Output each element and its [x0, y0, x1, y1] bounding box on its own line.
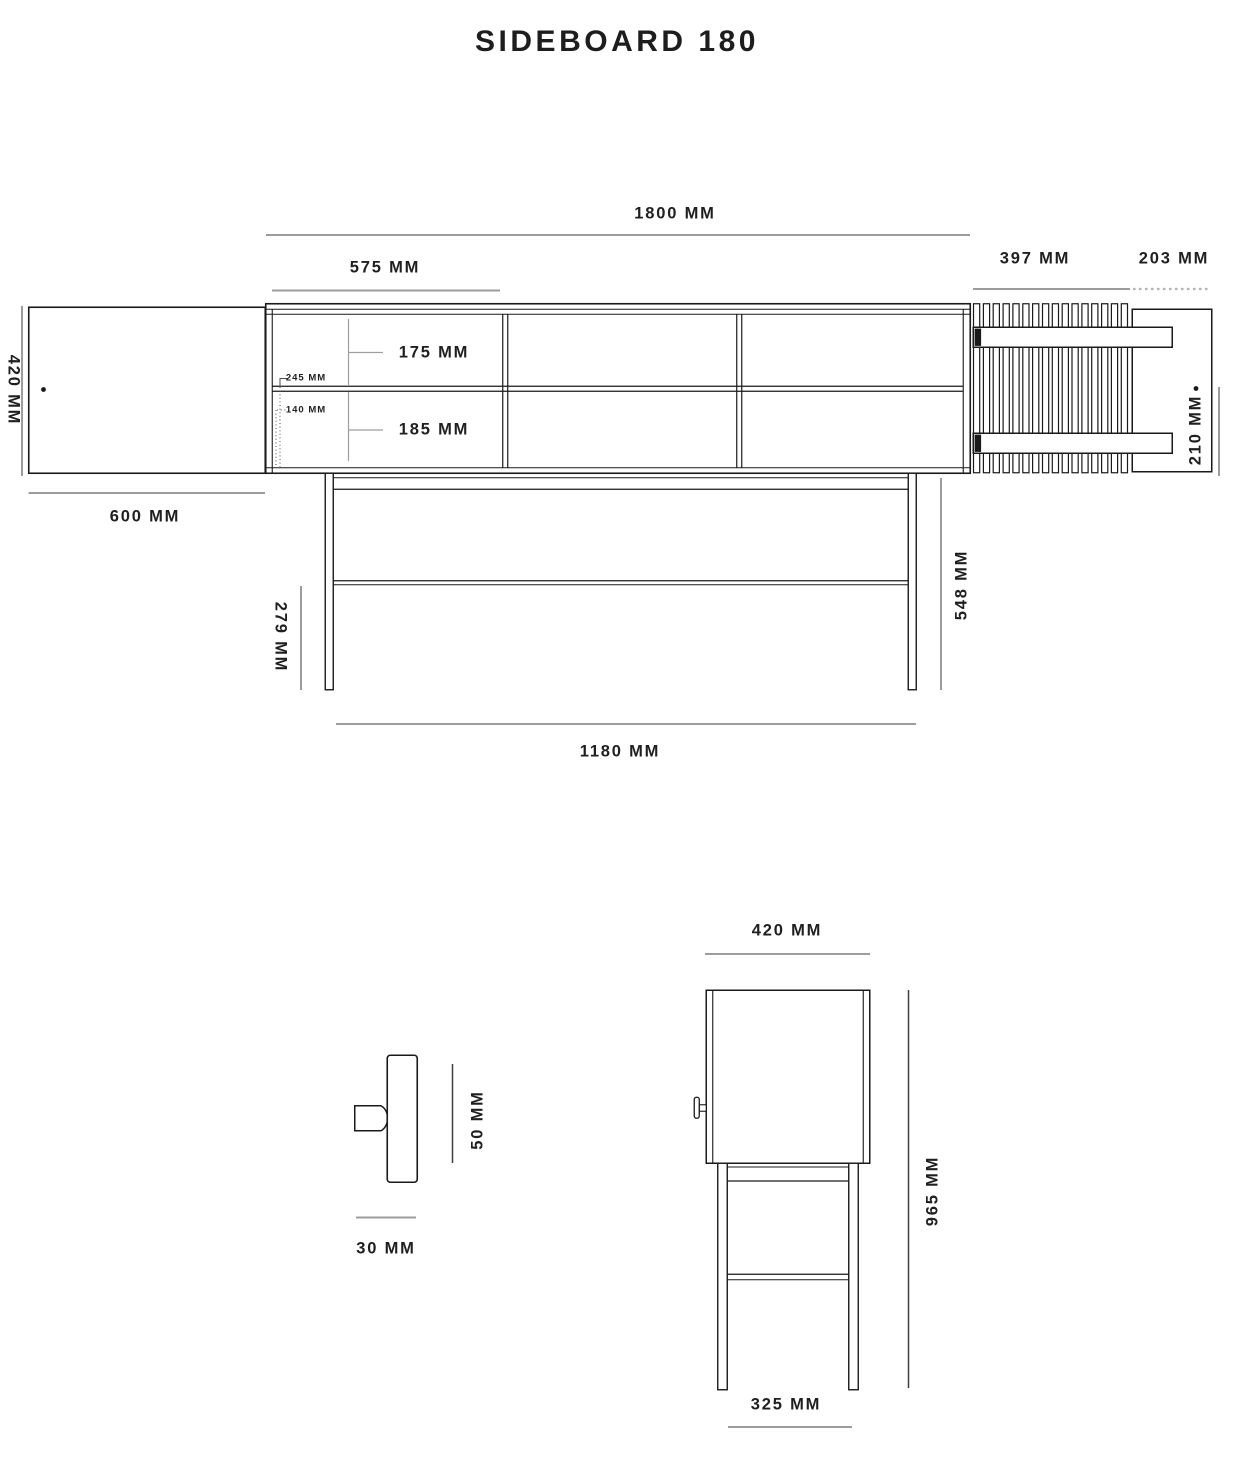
dim-label-side-depth: 420 MM — [751, 921, 823, 940]
dim-label-bottom-shelf-height: 185 MM — [398, 420, 470, 439]
handle-detail-drawing — [355, 1055, 453, 1217]
end-panel-handle-dot — [1194, 386, 1199, 391]
dim-label-leg-frame-height: 548 MM — [952, 549, 971, 621]
cabinet-carcass — [266, 304, 971, 474]
side-handle-profile — [694, 1097, 706, 1118]
dim-label-top-shelf-height: 175 MM — [398, 343, 470, 362]
dim-label-slat-panel-width: 397 MM — [999, 249, 1071, 268]
dim-label-end-panel-half-height: 210 MM — [1186, 394, 1205, 466]
dim-label-overall-width: 1800 MM — [634, 204, 716, 223]
door-handle-dot — [41, 387, 46, 392]
handle-stem — [355, 1106, 388, 1131]
dim-label-inner-depth-bottom: 140 MM — [285, 404, 327, 416]
dim-label-handle-height: 50 MM — [468, 1090, 487, 1150]
dim-label-end-panel-width: 203 MM — [1138, 249, 1210, 268]
dim-label-door-width: 600 MM — [109, 507, 181, 526]
dim-label-base-width: 1180 MM — [579, 742, 661, 761]
page-title: SIDEBOARD 180 — [475, 25, 759, 58]
dim-label-compartment-width: 575 MM — [349, 258, 421, 277]
front-view-drawing — [29, 304, 1212, 690]
side-cabinet-box — [706, 990, 870, 1163]
front-leg-frame — [325, 473, 916, 690]
dim-label-door-height: 420 MM — [4, 354, 23, 426]
handle-bar — [387, 1055, 417, 1182]
dim-label-inner-depth-top: 245 MM — [285, 372, 327, 384]
side-leg-frame — [718, 1163, 859, 1390]
left-door-panel — [29, 307, 266, 473]
dim-label-total-height: 965 MM — [923, 1155, 942, 1227]
side-view-drawing — [694, 954, 908, 1427]
dim-label-handle-depth: 30 MM — [356, 1239, 416, 1258]
dim-label-stretcher-clearance: 279 MM — [271, 601, 290, 673]
dim-label-side-leg-span: 325 MM — [750, 1395, 822, 1414]
